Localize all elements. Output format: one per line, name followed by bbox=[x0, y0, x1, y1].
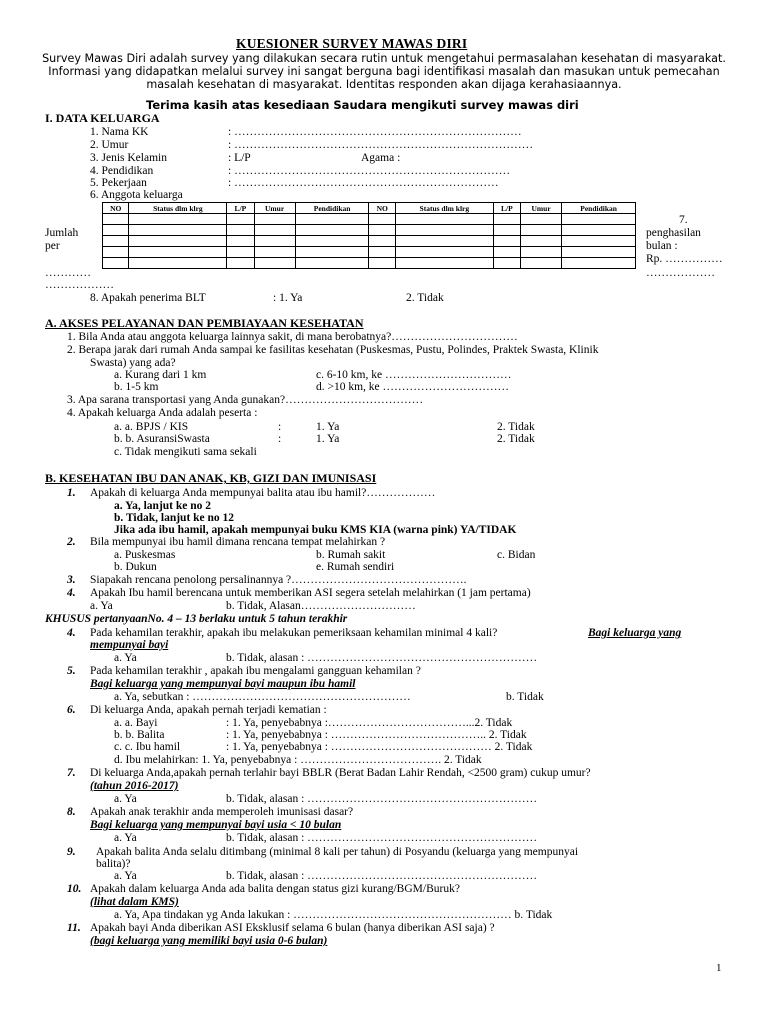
qb-12: Apakah bayi Anda diberikan ASI Eksklusif selama 6 bulan (hanya diberikan ASI saja) ? bbox=[90, 922, 495, 934]
qb-11-note: (lihat dalam KMS) bbox=[90, 896, 179, 908]
bulan-label: bulan : bbox=[646, 240, 678, 252]
qa-4-asuransi-tidak[interactable]: 2. Tidak bbox=[497, 433, 535, 445]
qb-2-opt-d[interactable]: b. Dukun bbox=[114, 561, 157, 573]
qb-5-opt-a[interactable]: a. Ya bbox=[114, 652, 137, 664]
q-pendidikan-field[interactable]: : ……………………………………………………………… bbox=[228, 165, 511, 177]
qb-4-opt-a[interactable]: a. Ya bbox=[90, 600, 113, 612]
qa-2-opt-a[interactable]: a. Kurang dari 1 km bbox=[114, 369, 207, 381]
rp-dots[interactable]: ……………… bbox=[646, 267, 715, 279]
per-label: per bbox=[45, 240, 60, 252]
table-row[interactable] bbox=[103, 258, 636, 269]
q-pendidikan: 4. Pendidikan bbox=[90, 165, 154, 177]
q-agama[interactable]: Agama : bbox=[361, 152, 401, 164]
qb-9-note: Bagi keluarga yang mempunyai bayi usia < 10 bulan bbox=[90, 819, 342, 831]
qb-7-balita: b. b. Balita bbox=[114, 729, 165, 741]
qb-7-balita-field[interactable]: : 1. Ya, penyebabnya : ………………………………….. 2. Tidak bbox=[226, 729, 527, 741]
khusus-note: KHUSUS pertanyaanNo. 4 – 13 berlaku untuk 5 tahun terakhir bbox=[45, 613, 348, 625]
table-row[interactable] bbox=[103, 214, 636, 225]
qb-7-number: 6. bbox=[67, 704, 76, 716]
qb-5-note-2: mempunyai bayi bbox=[90, 639, 169, 651]
qb-2-opt-b[interactable]: b. Rumah sakit bbox=[316, 549, 386, 561]
qb-10-number: 9. bbox=[67, 846, 76, 858]
qa-3: 3. Apa sarana transportasi yang Anda gunakan?……………………………… bbox=[67, 394, 424, 406]
qa-4-asuransi-ya[interactable]: 1. Ya bbox=[316, 433, 340, 445]
qb-9-number: 8. bbox=[67, 806, 76, 818]
th-status-2: Status dlm klrg bbox=[395, 203, 493, 214]
qb-7: Di keluarga Anda, apakah pernah terjadi kematian : bbox=[90, 704, 327, 716]
qb-1-opt-a[interactable]: a. Ya, lanjut ke no 2 bbox=[114, 500, 212, 512]
qa-2-opt-b[interactable]: b. 1-5 km bbox=[114, 381, 159, 393]
qb-3-number: 3. bbox=[67, 574, 76, 586]
jumlah-label: Jumlah bbox=[45, 227, 79, 239]
q-anggota-keluarga: 6. Anggota keluarga bbox=[90, 189, 183, 201]
qb-4-number: 4. bbox=[67, 587, 76, 599]
q-nama-kk: 1. Nama KK bbox=[90, 126, 149, 138]
q-jenis-kelamin-field[interactable]: : L/P bbox=[228, 152, 251, 164]
table-row[interactable] bbox=[103, 247, 636, 258]
th-pendidikan-2: Pendidikan bbox=[562, 203, 636, 214]
qb-2-number: 2. bbox=[67, 536, 76, 548]
qb-5-number: 4. bbox=[67, 627, 76, 639]
qb-8-note: (tahun 2016-2017) bbox=[90, 780, 179, 792]
qa-4-none[interactable]: c. Tidak mengikuti sama sekali bbox=[114, 446, 257, 458]
qb-2-opt-e[interactable]: e. Rumah sendiri bbox=[316, 561, 395, 573]
qb-3: Siapakah rencana penolong persalinannya ?………………………………………. bbox=[90, 574, 467, 586]
qb-6-note: Bagi keluarga yang mempunyai bayi maupun ibu hamil bbox=[90, 678, 356, 690]
q-blt-tidak[interactable]: 2. Tidak bbox=[406, 292, 444, 304]
qb-8-opt-b[interactable]: b. Tidak, alasan : …………………………………………………… bbox=[226, 793, 538, 805]
th-no-2: NO bbox=[369, 203, 395, 214]
qb-1-opt-b[interactable]: b. Tidak, lanjut ke no 12 bbox=[114, 512, 235, 524]
qb-10-opt-b[interactable]: b. Tidak, alasan : …………………………………………………… bbox=[226, 870, 538, 882]
table-row[interactable] bbox=[103, 225, 636, 236]
q-umur-field[interactable]: : …………………………………………………………………… bbox=[228, 139, 534, 151]
qb-8-opt-a[interactable]: a. Ya bbox=[114, 793, 137, 805]
qa-2: 2. Berapa jarak dari rumah Anda sampai ke fasilitas kesehatan (Puskesmas, Pustu, Polindes, Praktek Swasta, Klinik bbox=[67, 344, 599, 356]
qb-6-number: 5. bbox=[67, 665, 76, 677]
qb-12-note: (bagi keluarga yang memiliki bayi usia 0-6 bulan) bbox=[90, 935, 328, 947]
qa-2-cont: Swasta) yang ada? bbox=[90, 357, 176, 369]
page-number: 1 bbox=[716, 962, 722, 974]
qb-10: Apakah balita Anda selalu ditimbang (minimal 8 kali per tahun) di Posyandu (keluarga yang mempunyai bbox=[96, 846, 579, 858]
jumlah-dots[interactable]: ………… bbox=[45, 267, 91, 279]
table-row[interactable] bbox=[103, 236, 636, 247]
qb-6-opt-a[interactable]: a. Ya, sebutkan : ………………………………………………… bbox=[114, 691, 411, 703]
qb-5-opt-b[interactable]: b. Tidak, alasan : …………………………………………………… bbox=[226, 652, 538, 664]
qb-7-ibu-melahirkan[interactable]: d. Ibu melahirkan: 1. Ya, penyebabnya : ………………………………. 2. Tidak bbox=[114, 754, 482, 766]
th-status: Status dlm klrg bbox=[129, 203, 227, 214]
qb-2-opt-c[interactable]: c. Bidan bbox=[497, 549, 536, 561]
qb-1-number: 1. bbox=[67, 487, 76, 499]
qa-4-bpjs-tidak[interactable]: 2. Tidak bbox=[497, 421, 535, 433]
th-pendidikan: Pendidikan bbox=[295, 203, 369, 214]
qb-1: Apakah di keluarga Anda mempunyai balita atau ibu hamil?……………… bbox=[90, 487, 436, 499]
qa-4-asuransi-colon: : bbox=[278, 433, 282, 445]
rp-field[interactable]: Rp. …………… bbox=[646, 253, 723, 265]
section-a-heading: A. AKSES PELAYANAN DAN PEMBIAYAAN KESEHATAN bbox=[45, 316, 364, 330]
th-umur: Umur bbox=[254, 203, 295, 214]
qb-4: Apakah Ibu hamil berencana untuk memberikan ASI segera setelah melahirkan (1 jam pertama) bbox=[90, 587, 531, 599]
section-b-heading: B. KESEHATAN IBU DAN ANAK, KB, GIZI DAN IMUNISASI bbox=[45, 471, 377, 485]
qa-4-bpjs-ya[interactable]: 1. Ya bbox=[316, 421, 340, 433]
qb-7-bayi-field[interactable]: : 1. Ya, penyebabnya :………………………………...2. Tidak bbox=[226, 717, 513, 729]
qb-7-ibu-hamil-field[interactable]: : 1. Ya, penyebabnya : …………………………………… 2. Tidak bbox=[226, 741, 533, 753]
qa-4-bpjs-colon: : bbox=[278, 421, 282, 433]
q-blt: 8. Apakah penerima BLT bbox=[90, 292, 206, 304]
page-title: KUESIONER SURVEY MAWAS DIRI bbox=[236, 36, 468, 51]
q-pekerjaan: 5. Pekerjaan bbox=[90, 177, 147, 189]
qb-1-kms: Jika ada ibu hamil, apakah mempunyai buku KMS KIA (warna pink) YA/TIDAK bbox=[114, 524, 517, 536]
qb-2-opt-a[interactable]: a. Puskesmas bbox=[114, 549, 176, 561]
family-members-table bbox=[102, 202, 636, 269]
qb-5: Pada kehamilan terakhir, apakah ibu melakukan pemeriksaan kehamilan minimal 4 kali? bbox=[90, 627, 498, 639]
jumlah-dots-2[interactable]: ……………… bbox=[45, 279, 114, 291]
qa-2-opt-c[interactable]: c. 6-10 km, ke …………………………… bbox=[316, 369, 512, 381]
th-umur-2: Umur bbox=[520, 203, 561, 214]
qb-5-note: Bagi keluarga yang bbox=[588, 627, 682, 639]
qb-10-cont: balita)? bbox=[96, 858, 131, 870]
qb-7-bayi: a. a. Bayi bbox=[114, 717, 158, 729]
qa-2-opt-d[interactable]: d. >10 km, ke …………………………… bbox=[316, 381, 510, 393]
qa-1: 1. Bila Anda atau anggota keluarga lainnya sakit, di mana berobatnya?…………………………… bbox=[67, 331, 518, 343]
qb-6: Pada kehamilan terakhir , apakah ibu mengalami gangguan kehamilan ? bbox=[90, 665, 421, 677]
q-blt-ya[interactable]: : 1. Ya bbox=[273, 292, 303, 304]
qa-4: 4. Apakah keluarga Anda adalah peserta : bbox=[67, 407, 258, 419]
q-pekerjaan-field[interactable]: : …………………………………………………………… bbox=[228, 177, 499, 189]
section-data-keluarga: I. DATA KELUARGA bbox=[45, 111, 160, 125]
intro-text: Survey Mawas Diri adalah survey yang dilakukan secara rutin untuk mengetahui permasalahan kesehatan di masyarakat. Informasi yang didapatkan melalui survey ini sangat berguna bagi identifikasi masalah dan masukan untuk pemecahan masalah kesehatan di masyarakat. Identitas responden akan dijaga kerahasiaannya. bbox=[42, 52, 726, 92]
qb-12-number: 11. bbox=[67, 922, 81, 934]
qb-4-opt-b[interactable]: b. Tidak, Alasan………………………… bbox=[226, 600, 416, 612]
qb-11: Apakah dalam keluarga Anda ada balita dengan status gizi kurang/BGM/Buruk? bbox=[90, 883, 460, 895]
th-lp-2: L/P bbox=[493, 203, 520, 214]
qb-8-number: 7. bbox=[67, 767, 76, 779]
qb-2: Bila mempunyai ibu hamil dimana rencana tempat melahirkan ? bbox=[90, 536, 386, 548]
qb-7-ibu-hamil: c. c. Ibu hamil bbox=[114, 741, 181, 753]
qb-10-opt-a[interactable]: a. Ya bbox=[114, 870, 137, 882]
qb-9-opt-a[interactable]: a. Ya bbox=[114, 832, 137, 844]
qb-9-opt-b[interactable]: b. Tidak, alasan : …………………………………………………… bbox=[226, 832, 538, 844]
qa-4-bpjs: a. a. BPJS / KIS bbox=[114, 421, 189, 433]
q-umur: 2. Umur bbox=[90, 139, 129, 151]
thanks-text: Terima kasih atas kesediaan Saudara mengikuti survey mawas diri bbox=[146, 98, 579, 112]
qb-6-opt-b[interactable]: b. Tidak bbox=[506, 691, 544, 703]
q7-number: 7. bbox=[679, 214, 688, 226]
th-no: NO bbox=[103, 203, 129, 214]
qa-4-asuransi: b. b. AsuransiSwasta bbox=[114, 433, 210, 445]
qb-9: Apakah anak terakhir anda memperoleh imunisasi dasar? bbox=[90, 806, 354, 818]
penghasilan-label: penghasilan bbox=[646, 227, 701, 239]
qb-11-opt[interactable]: a. Ya, Apa tindakan yg Anda lakukan : ………………………………………………… b. Tidak bbox=[114, 909, 553, 921]
th-lp: L/P bbox=[227, 203, 254, 214]
q-jenis-kelamin: 3. Jenis Kelamin bbox=[90, 152, 167, 164]
qb-11-number: 10. bbox=[67, 883, 82, 895]
q-nama-kk-field[interactable]: : ………………………………………………………………… bbox=[228, 126, 522, 138]
qb-8: Di keluarga Anda,apakah pernah terlahir bayi BBLR (Berat Badan Lahir Rendah, <2500 gram) cukup umur? bbox=[90, 767, 591, 779]
